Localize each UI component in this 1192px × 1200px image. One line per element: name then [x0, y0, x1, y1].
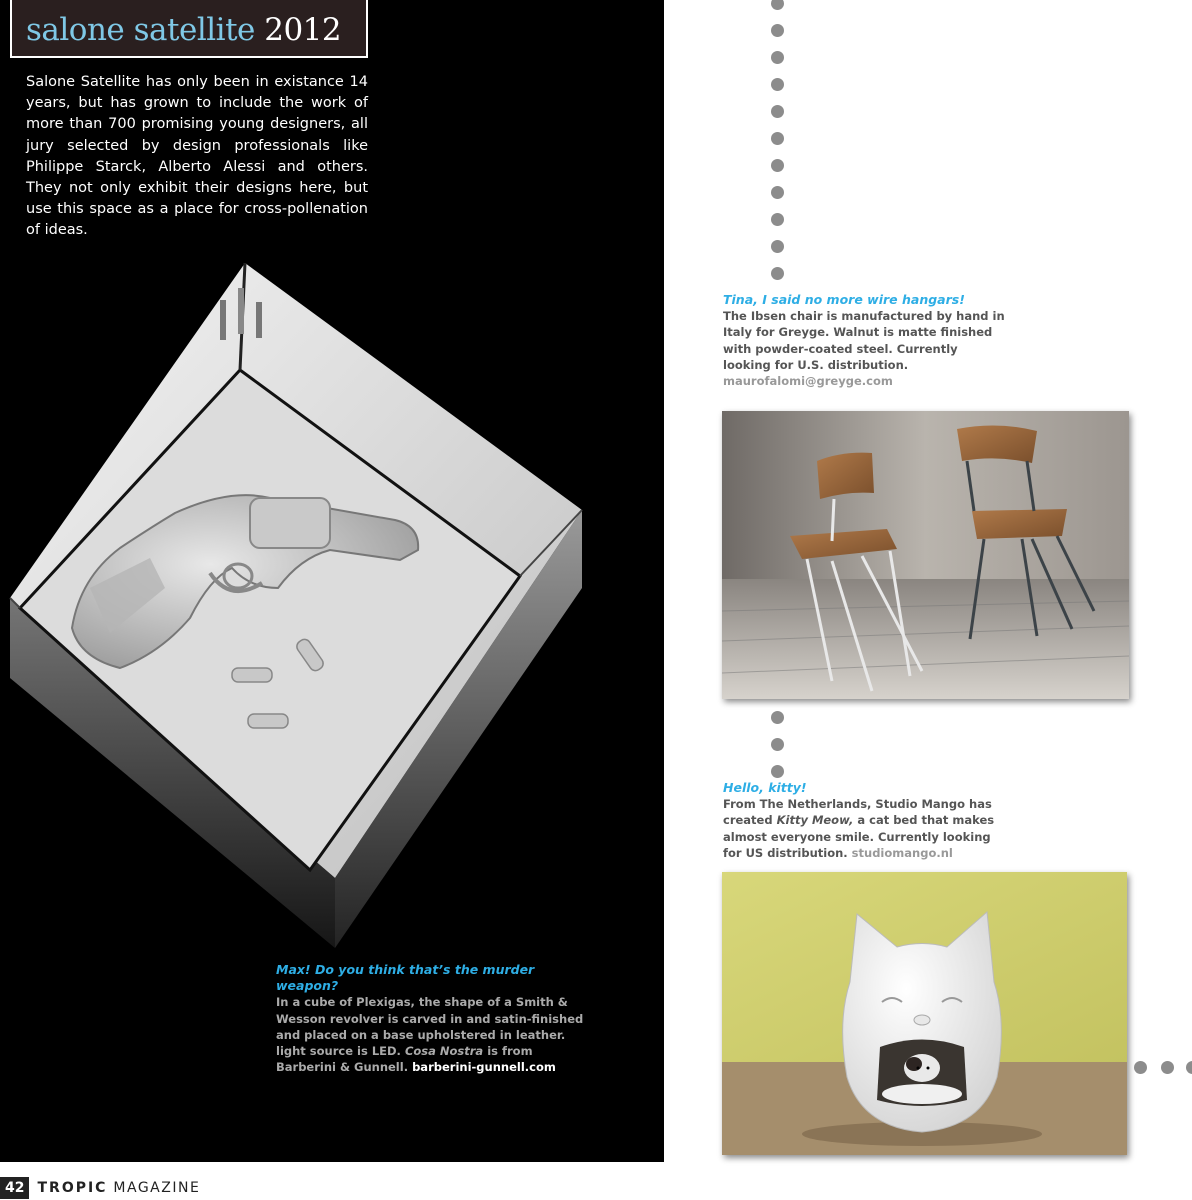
- title-part1: salone satellite: [26, 12, 255, 48]
- dot-5: [771, 105, 784, 118]
- magazine-name-rest: MAGAZINE: [113, 1180, 201, 1196]
- page-footer: [0, 1176, 300, 1200]
- dot-8: [771, 186, 784, 199]
- gun-caption-body: In a cube of Plexigas, the shape of a Smith & Wesson revolver is carved in and satin-finished and placed on a base upholstered in leather. light source is LED.: [276, 995, 584, 1059]
- dot-4: [771, 78, 784, 91]
- kitty-caption-body1: From The Netherlands, Studio Mango has created: [723, 797, 992, 828]
- page-title: [26, 12, 341, 48]
- gun-caption-link[interactable]: barberini-gunnell.com: [412, 1060, 556, 1075]
- gun-caption: [276, 962, 588, 1075]
- gun-caption-product-name: Cosa Nostra: [404, 1044, 484, 1059]
- chair-photo: [722, 411, 1129, 699]
- dot-2: [771, 24, 784, 37]
- dot-7: [771, 159, 784, 172]
- kitty-photo: [722, 872, 1127, 1155]
- kitty-photo-illustration: [722, 872, 1127, 1155]
- dot-6: [771, 132, 784, 145]
- intro-paragraph: Salone Satellite has only been in existance 14 years, but has grown to include the work of more than 700 promising young designers, all jury selected by design professionals like Philippe Starck, Alberto Alessi and others. They not only exhibit their designs here, but use this space as a place for cross-pollenation of ideas.: [26, 74, 368, 239]
- kitty-caption-product-name: Kitty Meow,: [776, 813, 854, 828]
- dot-10: [771, 240, 784, 253]
- chair-photo-illustration: [722, 411, 1129, 699]
- title-part2: 2012: [264, 12, 342, 48]
- kitty-caption: [723, 780, 1005, 861]
- gun-caption-body2: is from Barberini & Gunnell.: [276, 1044, 533, 1075]
- dot-11: [771, 267, 784, 280]
- dot-15: [1134, 1061, 1147, 1074]
- title-box: [10, 0, 368, 58]
- page-number: 42: [0, 1177, 29, 1199]
- kitty-caption-body2: a cat bed that makes almost everyone smile. Currently looking for US distribution.: [723, 813, 995, 860]
- dot-1: [771, 0, 784, 10]
- magazine-name-bold: TROPIC: [37, 1180, 108, 1196]
- dot-17: [1186, 1061, 1192, 1074]
- kitty-caption-headline: Hello, kitty!: [723, 780, 807, 795]
- dot-16: [1161, 1061, 1174, 1074]
- dot-14: [771, 765, 784, 778]
- plexiglas-cube-image: [0, 258, 664, 958]
- gun-caption-headline: Max! Do you think that’s the murder weapon?: [276, 962, 535, 994]
- kitty-caption-link[interactable]: studiomango.nl: [851, 845, 953, 860]
- magazine-name: [37, 1180, 200, 1196]
- chair-caption-link[interactable]: maurofalomi@greyge.com: [723, 374, 893, 389]
- chair-caption-body: The Ibsen chair is manufactured by hand in Italy for Greyge. Walnut is matte finished with powder-coated steel. Currently looking for U.S. distribution.: [723, 309, 1005, 372]
- dot-13: [771, 738, 784, 751]
- dot-9: [771, 213, 784, 226]
- chair-caption-headline: Tina, I said no more wire hangars!: [723, 292, 965, 307]
- chair-caption: [723, 292, 1005, 389]
- dot-3: [771, 51, 784, 64]
- dot-12: [771, 711, 784, 724]
